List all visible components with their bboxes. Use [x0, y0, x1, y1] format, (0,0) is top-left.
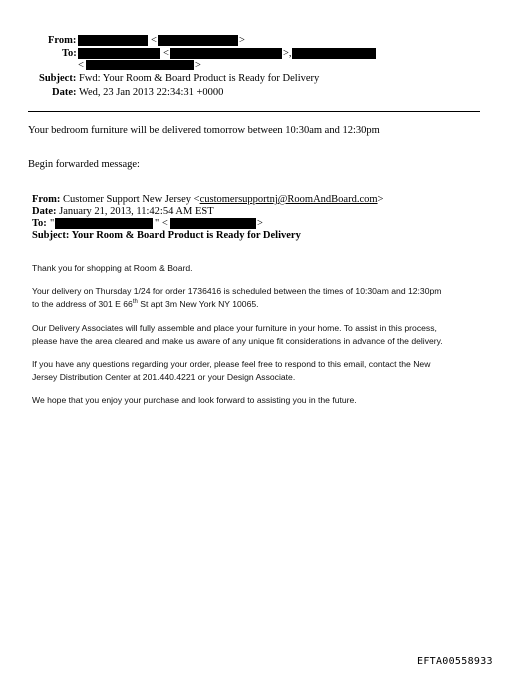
redacted-to-email [170, 48, 282, 59]
redacted-to-name [78, 48, 160, 59]
from-lt: < [151, 35, 157, 46]
body-p5: We hope that you enjoy your purchase and look forward to assisting you in the future. [32, 395, 357, 405]
fwd-to-label: To: [32, 218, 47, 229]
subject-text: Fwd: Your Room & Board Product is Ready for Delivery [78, 73, 320, 84]
to-label: To: [62, 48, 77, 59]
body-p4-line1: If you have any questions regarding your order, please feel free to respond to this email, contact the New [32, 359, 431, 369]
subject-line [39, 72, 319, 85]
message-line: Your bedroom furniture will be delivered tomorrow between 10:30am and 12:30pm [28, 125, 380, 136]
redacted-from-email [158, 35, 238, 46]
redacted-to-email-2 [86, 60, 194, 70]
redacted-fwd-to-name [55, 218, 153, 229]
fwd-to-gt: > [257, 218, 263, 229]
fwd-from-name: Customer Support New Jersey [63, 194, 194, 205]
body-p3-line1: Our Delivery Associates will fully assemble and place your furniture in your home. To assist in this process, [32, 323, 437, 333]
date-label: Date: [52, 87, 77, 98]
to2-gt: > [195, 60, 201, 71]
from-label: From: [48, 35, 77, 46]
to-lt: < [163, 48, 169, 59]
date-text: Wed, 23 Jan 2013 22:34:31 +0000 [78, 87, 224, 98]
body-p2-line1: Your delivery on Thursday 1/24 for order 1736416 is scheduled between the times of 10:30am and 12:30pm [32, 286, 442, 296]
fwd-subject-line [32, 229, 301, 242]
fwd-from-label: From: [32, 194, 61, 205]
body-p2-line2: to the address of 301 E 66th St apt 3m New York NY 10065. [32, 299, 259, 309]
fwd-to-quote-mid: " < [155, 218, 168, 229]
redacted-from-name [78, 35, 148, 46]
fwd-date-label: Date: [32, 206, 57, 217]
header-divider [28, 111, 480, 112]
fwd-from-email-link[interactable]: customersupportnj@RoomAndBoard.com [199, 194, 378, 205]
body-p1: Thank you for shopping at Room & Board. [32, 263, 193, 273]
fwd-from-line: From: Customer Support New Jersey <customersupportnj@RoomAndBoard.com> [32, 194, 384, 205]
fwd-subject-text: Your Room & Board Product is Ready for Delivery [71, 230, 301, 241]
document-id: EFTA00558933 [417, 656, 493, 667]
date-line [52, 86, 223, 99]
fwd-subject-label: Subject: [32, 230, 70, 241]
fwd-date-text: January 21, 2013, 11:42:54 AM EST [59, 206, 214, 217]
to-gt-comma: >, [283, 48, 292, 59]
redacted-to-name-2 [292, 48, 376, 59]
redacted-fwd-to-email [170, 218, 256, 229]
subject-label: Subject: [39, 73, 77, 84]
fwd-date-line [32, 205, 214, 218]
body-p4-line2: Jersey Distribution Center at 201.440.4221 or your Design Associate. [32, 372, 296, 382]
body-p3-line2: please have the area cleared and make us aware of any unique fit considerations in advance of the delivery. [32, 336, 443, 346]
to2-lt: < [78, 60, 84, 71]
from-gt: > [239, 35, 245, 46]
fwd-to-quote-open: " [50, 218, 55, 229]
begin-forwarded: Begin forwarded message: [28, 159, 140, 170]
